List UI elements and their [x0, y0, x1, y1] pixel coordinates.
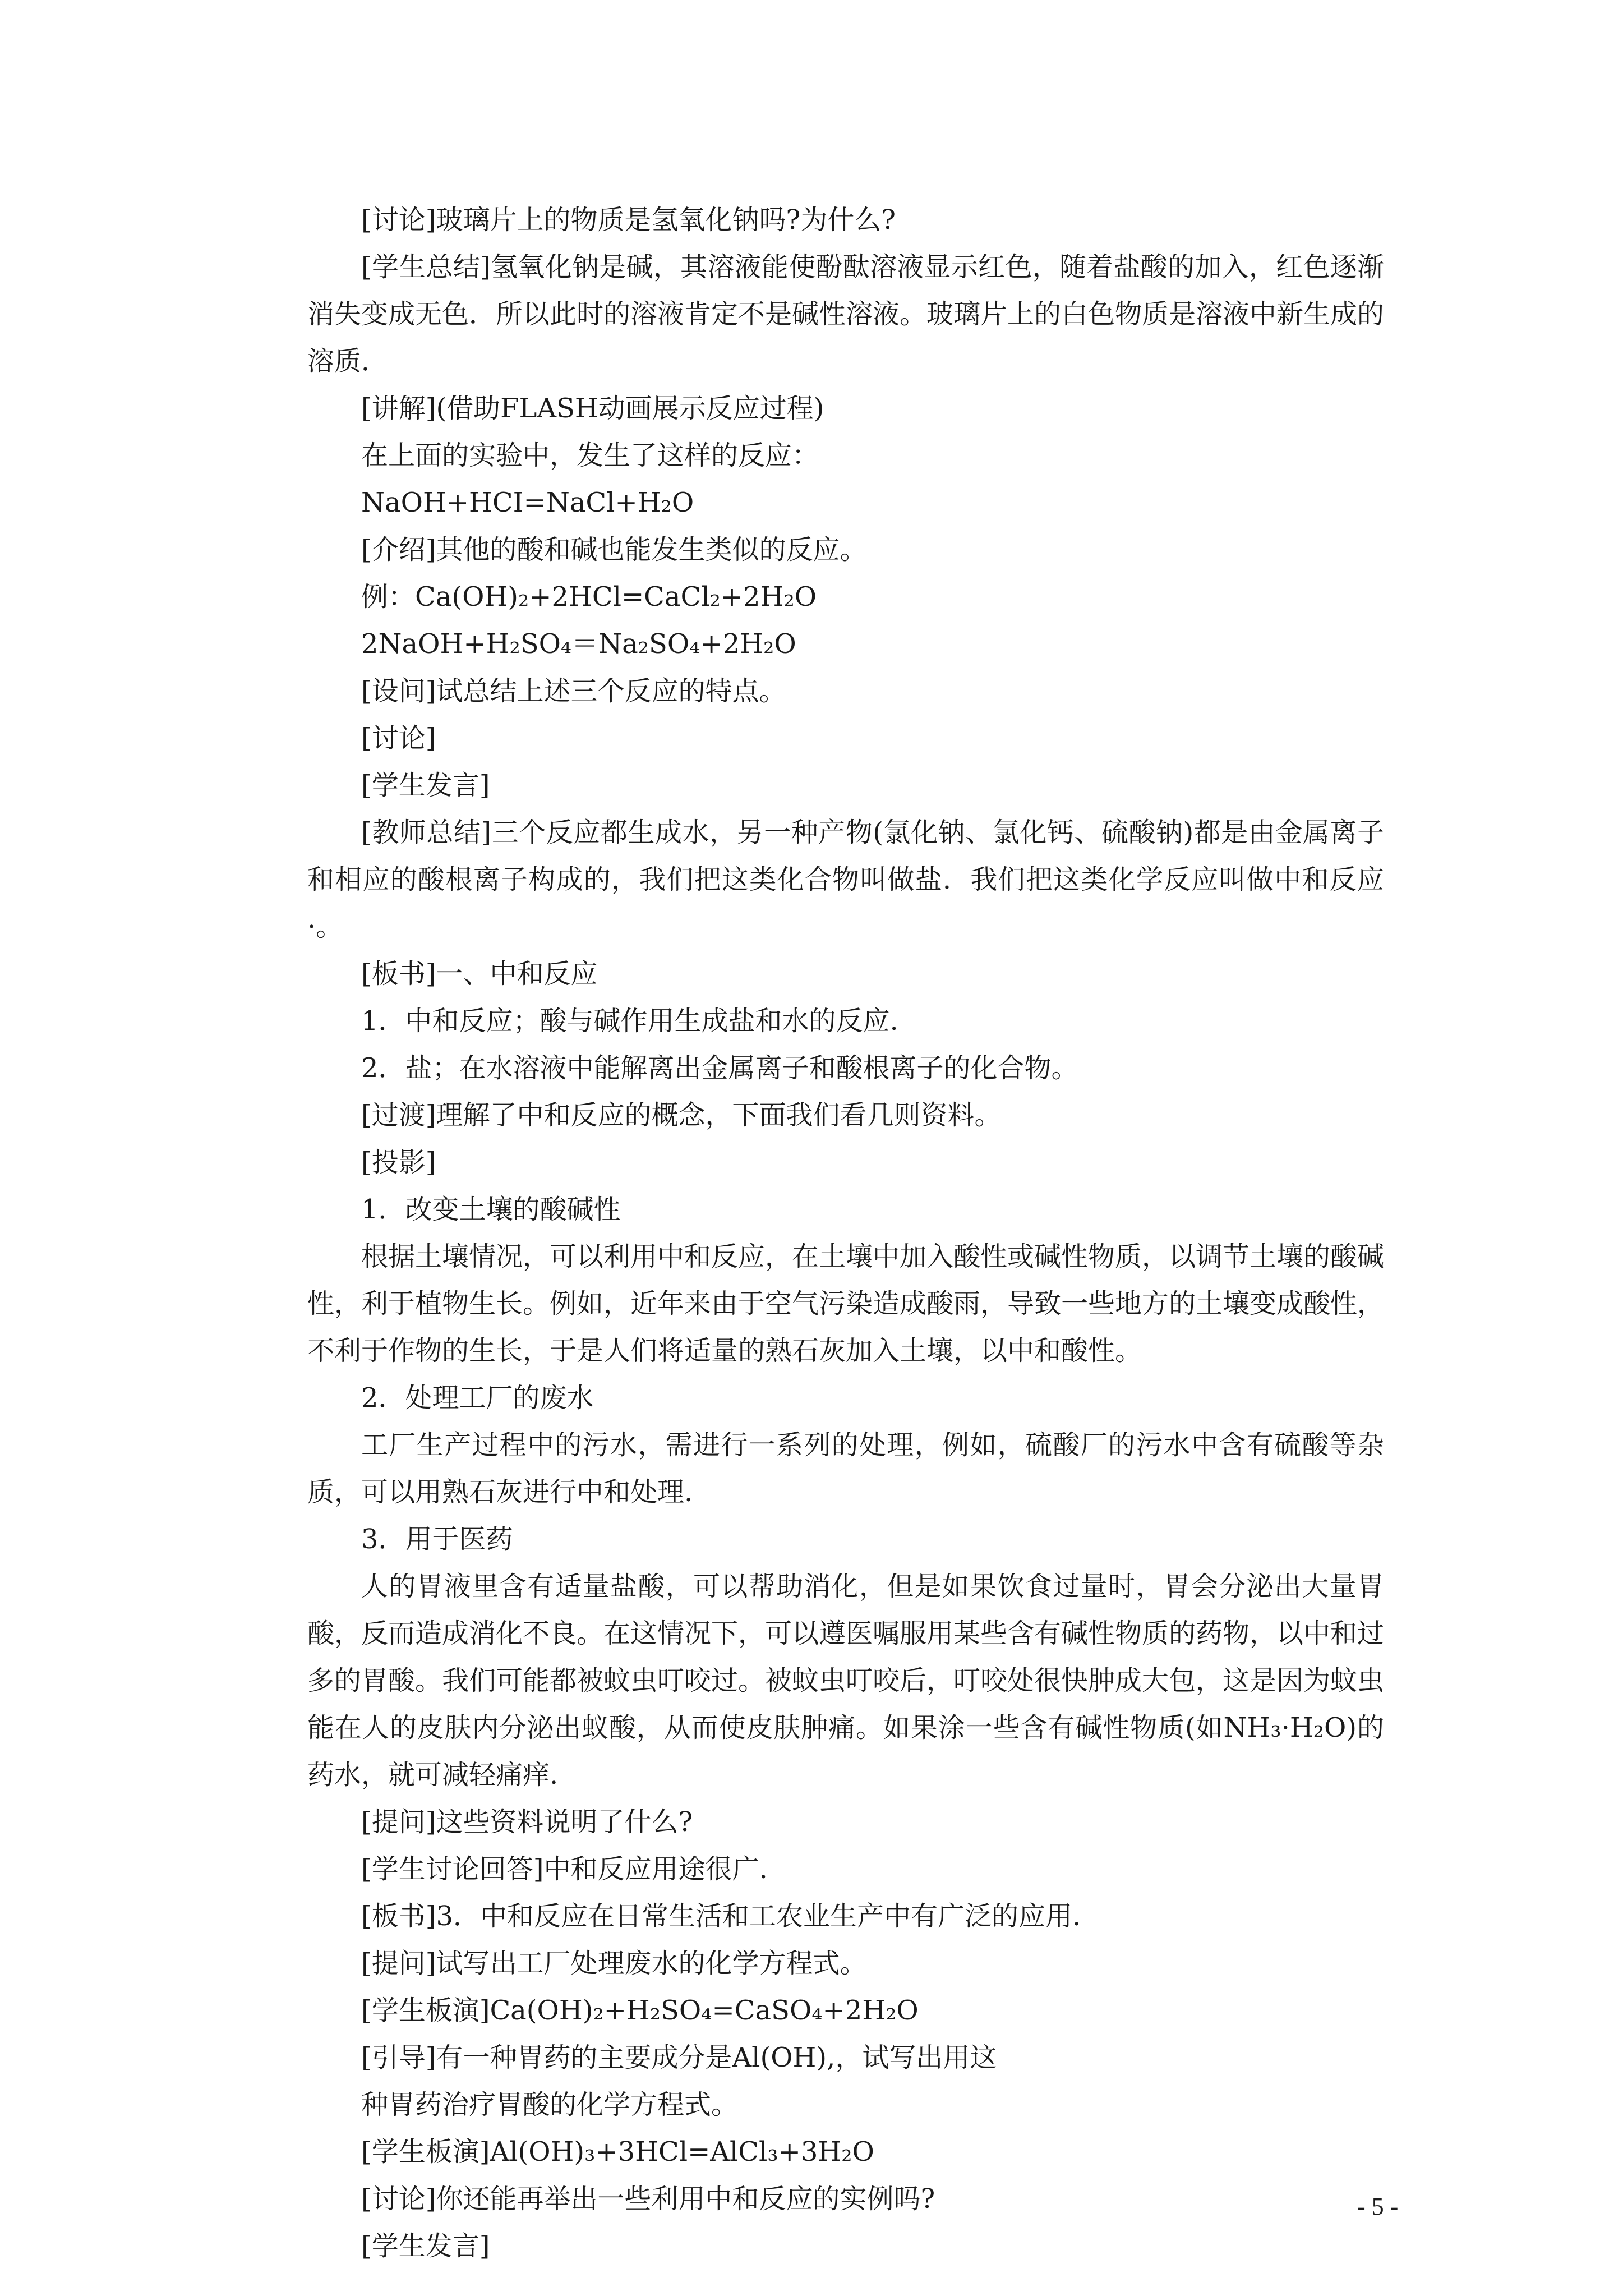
student-summary-paragraph: [学生总结]氢氧化钠是碱，其溶液能使酚酞溶液显示红色，随着盐酸的加入，红色逐渐消失变成无色．所以此时的溶液肯定不是碱性溶液。玻璃片上的白色物质是溶液中新生成的溶质．	[307, 251, 1385, 377]
student-speech-marker: [学生发言]	[361, 770, 490, 801]
student-answer-line: [学生讨论回答]中和反应用途很广.	[361, 1853, 768, 1885]
equation-line-2: 2NaOH+H₂SO₄＝Na₂SO₄+2H₂O	[361, 628, 796, 660]
question-line-2: [提问]这些资料说明了什么?	[361, 1806, 693, 1838]
transition-line: [过渡]理解了中和反应的概念，下面我们看几则资料。	[361, 1099, 1002, 1131]
teacher-summary-paragraph: [教师总结]三个反应都生成水，另一种产物(氯化钠、氯化钙、硫酸钠)都是由金属离子和相应的酸根离子构成的，我们把这类化合物叫做盐．我们把这类化学反应叫做中和反应·。	[307, 817, 1384, 942]
page-number: - 5 -	[1357, 2193, 1399, 2220]
question-line-3: [提问]试写出工厂处理废水的化学方程式。	[361, 1948, 867, 1979]
guidance-line: [引导]有一种胃药的主要成分是Al(OH),，试写出用这	[361, 2042, 997, 2073]
student-speech-marker-2: [学生发言]	[361, 2230, 490, 2262]
board-application-line: [板书]3．中和反应在日常生活和工农业生产中有广泛的应用.	[361, 1901, 1081, 1932]
section-wastewater-heading: 2．处理工厂的废水	[361, 1382, 594, 1414]
definition-salt: 2．盐；在水溶液中能解离出金属离子和酸根离子的化合物。	[361, 1052, 1078, 1084]
board-heading-line: [板书]一、中和反应	[361, 958, 598, 990]
discussion-line-2: [讨论]你还能再举出一些利用中和反应的实例吗?	[361, 2183, 935, 2215]
projection-marker: [投影]	[361, 1147, 436, 1178]
document-body	[307, 196, 1384, 2270]
wastewater-paragraph: 工厂生产过程中的污水，需进行一系列的处理，例如，硫酸厂的污水中含有硫酸等杂质，可以用熟石灰进行中和处理.	[307, 1429, 1384, 1508]
soil-paragraph: 根据土壤情况，可以利用中和反应，在土壤中加入酸性或碱性物质，以调节土壤的酸碱性，利于植物生长。例如，近年来由于空气污染造成酸雨，导致一些地方的土壤变成酸性，不利于作物的生长，于是人们将适量的熟石灰加入土壤，以中和酸性。	[307, 1241, 1385, 1366]
definition-neutralization: 1．中和反应；酸与碱作用生成盐和水的反应.	[361, 1005, 898, 1037]
discussion-line: [讨论]玻璃片上的物质是氢氧化钠吗?为什么?	[361, 204, 896, 236]
section-soil-heading: 1．改变土壤的酸碱性	[361, 1194, 621, 1225]
question-line: [设问]试总结上述三个反应的特点。	[361, 675, 786, 707]
student-board-equation-1: [学生板演]Ca(OH)₂+H₂SO₄=CaSO₄+2H₂O	[361, 1995, 919, 2026]
section-medicine-heading: 3．用于医药	[361, 1524, 513, 1555]
example-equation-line: 例：Ca(OH)₂+2HCl=CaCl₂+2H₂O	[361, 581, 817, 613]
explanation-line: [讲解](借助FLASH动画展示反应过程)	[361, 393, 824, 424]
guidance-line-continued: 种胃药治疗胃酸的化学方程式。	[361, 2089, 739, 2120]
medicine-paragraph: 人的胃液里含有适量盐酸，可以帮助消化，但是如果饮食过量时，胃会分泌出大量胃酸，反而造成消化不良。在这情况下，可以遵医嘱服用某些含有碱性物质的药物，以中和过多的胃酸。我们可能都被蚊虫叮咬过。被蚊虫叮咬后，叮咬处很快肿成大包，这是因为蚊虫能在人的皮肤内分泌出蚁酸，从而使皮肤肿痛。如果涂一些含有碱性物质(如NH₃·H₂O)的药水，就可减轻痛痒.	[307, 1571, 1385, 1791]
equation-line: NaOH+HCI=NaCl+H₂O	[361, 487, 694, 518]
introduction-line: [介绍]其他的酸和碱也能发生类似的反应。	[361, 534, 867, 565]
discussion-marker: [讨论]	[361, 723, 436, 754]
reaction-intro-line: 在上面的实验中，发生了这样的反应：	[361, 440, 819, 471]
student-board-equation-2: [学生板演]Al(OH)₃+3HCl=AlCl₃+3H₂O	[361, 2136, 874, 2168]
